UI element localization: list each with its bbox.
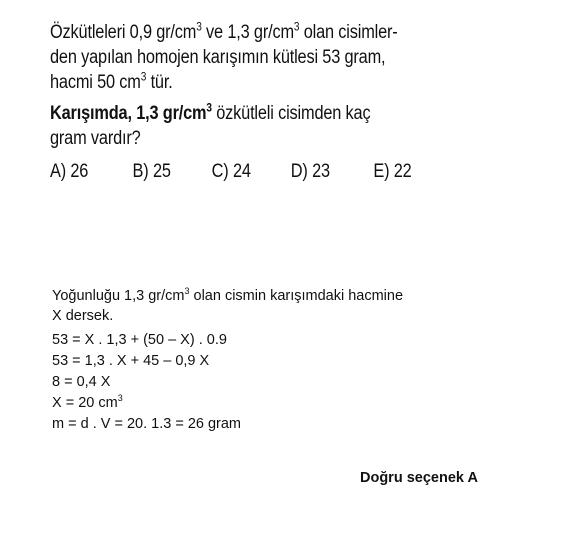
superscript-3: 3 <box>196 20 202 34</box>
question-line-2: den yapılan homojen karışımın kütlesi 53 gram, <box>50 47 386 68</box>
question-line-1 <box>50 20 446 45</box>
option-e[interactable] <box>373 159 425 184</box>
answer-options <box>50 159 446 184</box>
solution-intro-line-2: X dersek. <box>52 308 114 324</box>
superscript-3: 3 <box>117 393 123 404</box>
option-a[interactable] <box>50 159 133 184</box>
question-text <box>50 20 446 184</box>
solution-intro <box>52 286 522 326</box>
solution-x-value: X = 20 cm <box>52 395 118 411</box>
question-stem-line-1 <box>50 101 446 126</box>
superscript-3: 3 <box>293 20 300 34</box>
question-stem-rest: özkütleli cisimden kaç <box>211 103 371 124</box>
superscript-3: 3 <box>184 286 190 297</box>
solution-block <box>52 286 522 435</box>
option-d[interactable] <box>291 159 374 184</box>
option-b[interactable] <box>133 159 212 184</box>
question-line-1-part-1: Özkütleleri 0,9 gr/cm <box>50 22 197 43</box>
question-line-3-part-1: hacmi 50 cm <box>50 72 141 93</box>
superscript-3: 3 <box>206 101 212 115</box>
solution-intro-line-1 <box>52 286 522 306</box>
question-stem-line-2: gram vardır? <box>50 128 141 149</box>
question-line-1-part-3: olan cisimler- <box>299 22 398 43</box>
solution-step-1: 53 = X . 1,3 + (50 – X) . 0.9 <box>52 332 227 348</box>
question-line-3-part-2: tür. <box>146 72 173 93</box>
solution-intro-part-2: olan cismin karışımdaki hacmine <box>189 288 404 304</box>
option-e-value: 22 <box>393 161 412 182</box>
question-stem-bold: Karışımda, 1,3 gr/cm <box>50 103 207 124</box>
solution-step-2: 53 = 1,3 . X + 45 – 0,9 X <box>52 353 210 369</box>
question-stem <box>50 101 446 151</box>
option-c[interactable] <box>212 159 291 184</box>
option-a-value: 26 <box>70 161 89 182</box>
option-d-letter: D) <box>290 161 308 182</box>
option-b-letter: B) <box>132 161 149 182</box>
option-e-letter: E) <box>373 161 390 182</box>
solution-intro-part-1: Yoğunluğu 1,3 gr/cm <box>52 288 185 304</box>
option-c-letter: C) <box>211 161 229 182</box>
solution-step-x <box>52 393 522 414</box>
question-line-3 <box>50 70 446 95</box>
correct-answer-label: Doğru seçenek A <box>360 470 478 486</box>
option-d-value: 23 <box>312 161 330 182</box>
option-c-value: 24 <box>232 161 251 182</box>
option-b-value: 25 <box>152 161 171 182</box>
option-a-letter: A) <box>50 161 67 182</box>
solution-step-3: 8 = 0,4 X <box>52 374 111 390</box>
solution-step-mass: m = d . V = 20. 1.3 = 26 gram <box>52 416 242 432</box>
question-line-1-part-2: ve 1,3 gr/cm <box>201 22 294 43</box>
superscript-3: 3 <box>140 70 147 84</box>
